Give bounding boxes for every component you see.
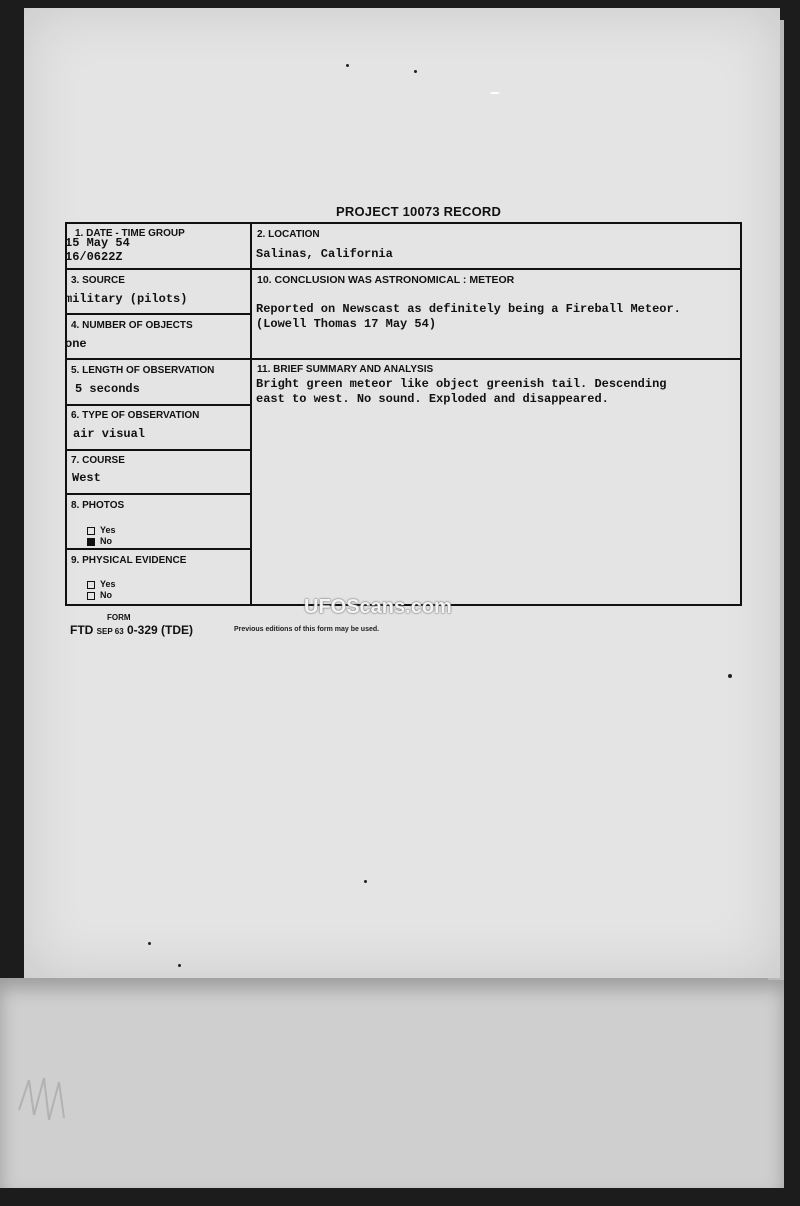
checked-checkbox-icon [87,538,95,546]
row-divider [67,449,252,451]
conclusion-text-1: Reported on Newscast as definitely being a Fireball Meteor. [256,302,681,316]
row-divider [67,493,252,495]
photos-yes-label: Yes [100,525,116,535]
course-value: West [72,471,101,485]
conclusion-label: 10. CONCLUSION WAS ASTRONOMICAL : METEOR [257,274,515,286]
handwriting-mark [14,1070,74,1130]
row-divider [250,358,740,360]
form-code-number: 0-329 (TDE) [127,623,194,637]
number-of-objects-label: 4. NUMBER OF OBJECTS [71,320,193,331]
photos-no-option[interactable] [87,536,112,546]
checkbox-icon [87,527,95,535]
row-divider [67,404,252,406]
conclusion-text-2: (Lowell Thomas 17 May 54) [256,317,437,331]
checkbox-icon [87,581,95,589]
date-time-label: 1. DATE - TIME GROUP [75,228,185,239]
number-of-objects-value: one [65,337,87,351]
form-code [70,623,193,637]
speck [346,64,349,67]
photos-yes-option[interactable] [87,525,116,535]
form-code-prefix: FTD [70,623,94,637]
length-of-observation-label: 5. LENGTH OF OBSERVATION [71,365,215,376]
type-of-observation-value: air visual [73,427,146,441]
row-divider [67,313,252,315]
underlying-sheet [0,978,784,1188]
photos-no-label: No [100,536,112,546]
source-value: military (pilots) [65,292,188,306]
form-label: FORM [107,613,131,622]
physical-evidence-label: 9. PHYSICAL EVIDENCE [71,555,187,566]
column-divider [250,224,252,604]
physical-evidence-yes-label: Yes [100,579,116,589]
row-divider [67,358,252,360]
row-divider [67,548,252,550]
location-value: Salinas, California [256,247,393,261]
speck [728,674,732,678]
speck [148,942,151,945]
row-divider [250,268,740,270]
date-time-value-1: 15 May 54 [65,236,130,250]
location-label: 2. LOCATION [257,229,320,240]
speck [364,880,367,883]
checkbox-icon [87,592,95,600]
record-form [65,222,742,606]
speck [414,70,417,73]
length-of-observation-value: 5 seconds [75,382,140,396]
summary-text-1: Bright green meteor like object greenish tail. Descending [256,377,667,391]
summary-text-2: east to west. No sound. Exploded and disappeared. [256,392,609,406]
page-title: PROJECT 10073 RECORD [336,204,502,219]
physical-evidence-no-option[interactable] [87,590,112,600]
type-of-observation-label: 6. TYPE OF OBSERVATION [71,410,200,421]
form-code-date: SEP 63 [96,627,124,636]
form-note: Previous editions of this form may be used. [234,626,380,633]
physical-evidence-yes-option[interactable] [87,579,116,589]
watermark: UFOScans.com [304,596,452,618]
course-label: 7. COURSE [71,455,125,466]
photos-label: 8. PHOTOS [71,500,125,511]
speck [178,964,181,967]
source-label: 3. SOURCE [71,275,125,286]
date-time-value-2: 16/0622Z [65,250,123,264]
speck [490,92,500,94]
physical-evidence-no-label: No [100,590,112,600]
row-divider [67,268,252,270]
summary-label: 11. BRIEF SUMMARY AND ANALYSIS [257,364,434,375]
